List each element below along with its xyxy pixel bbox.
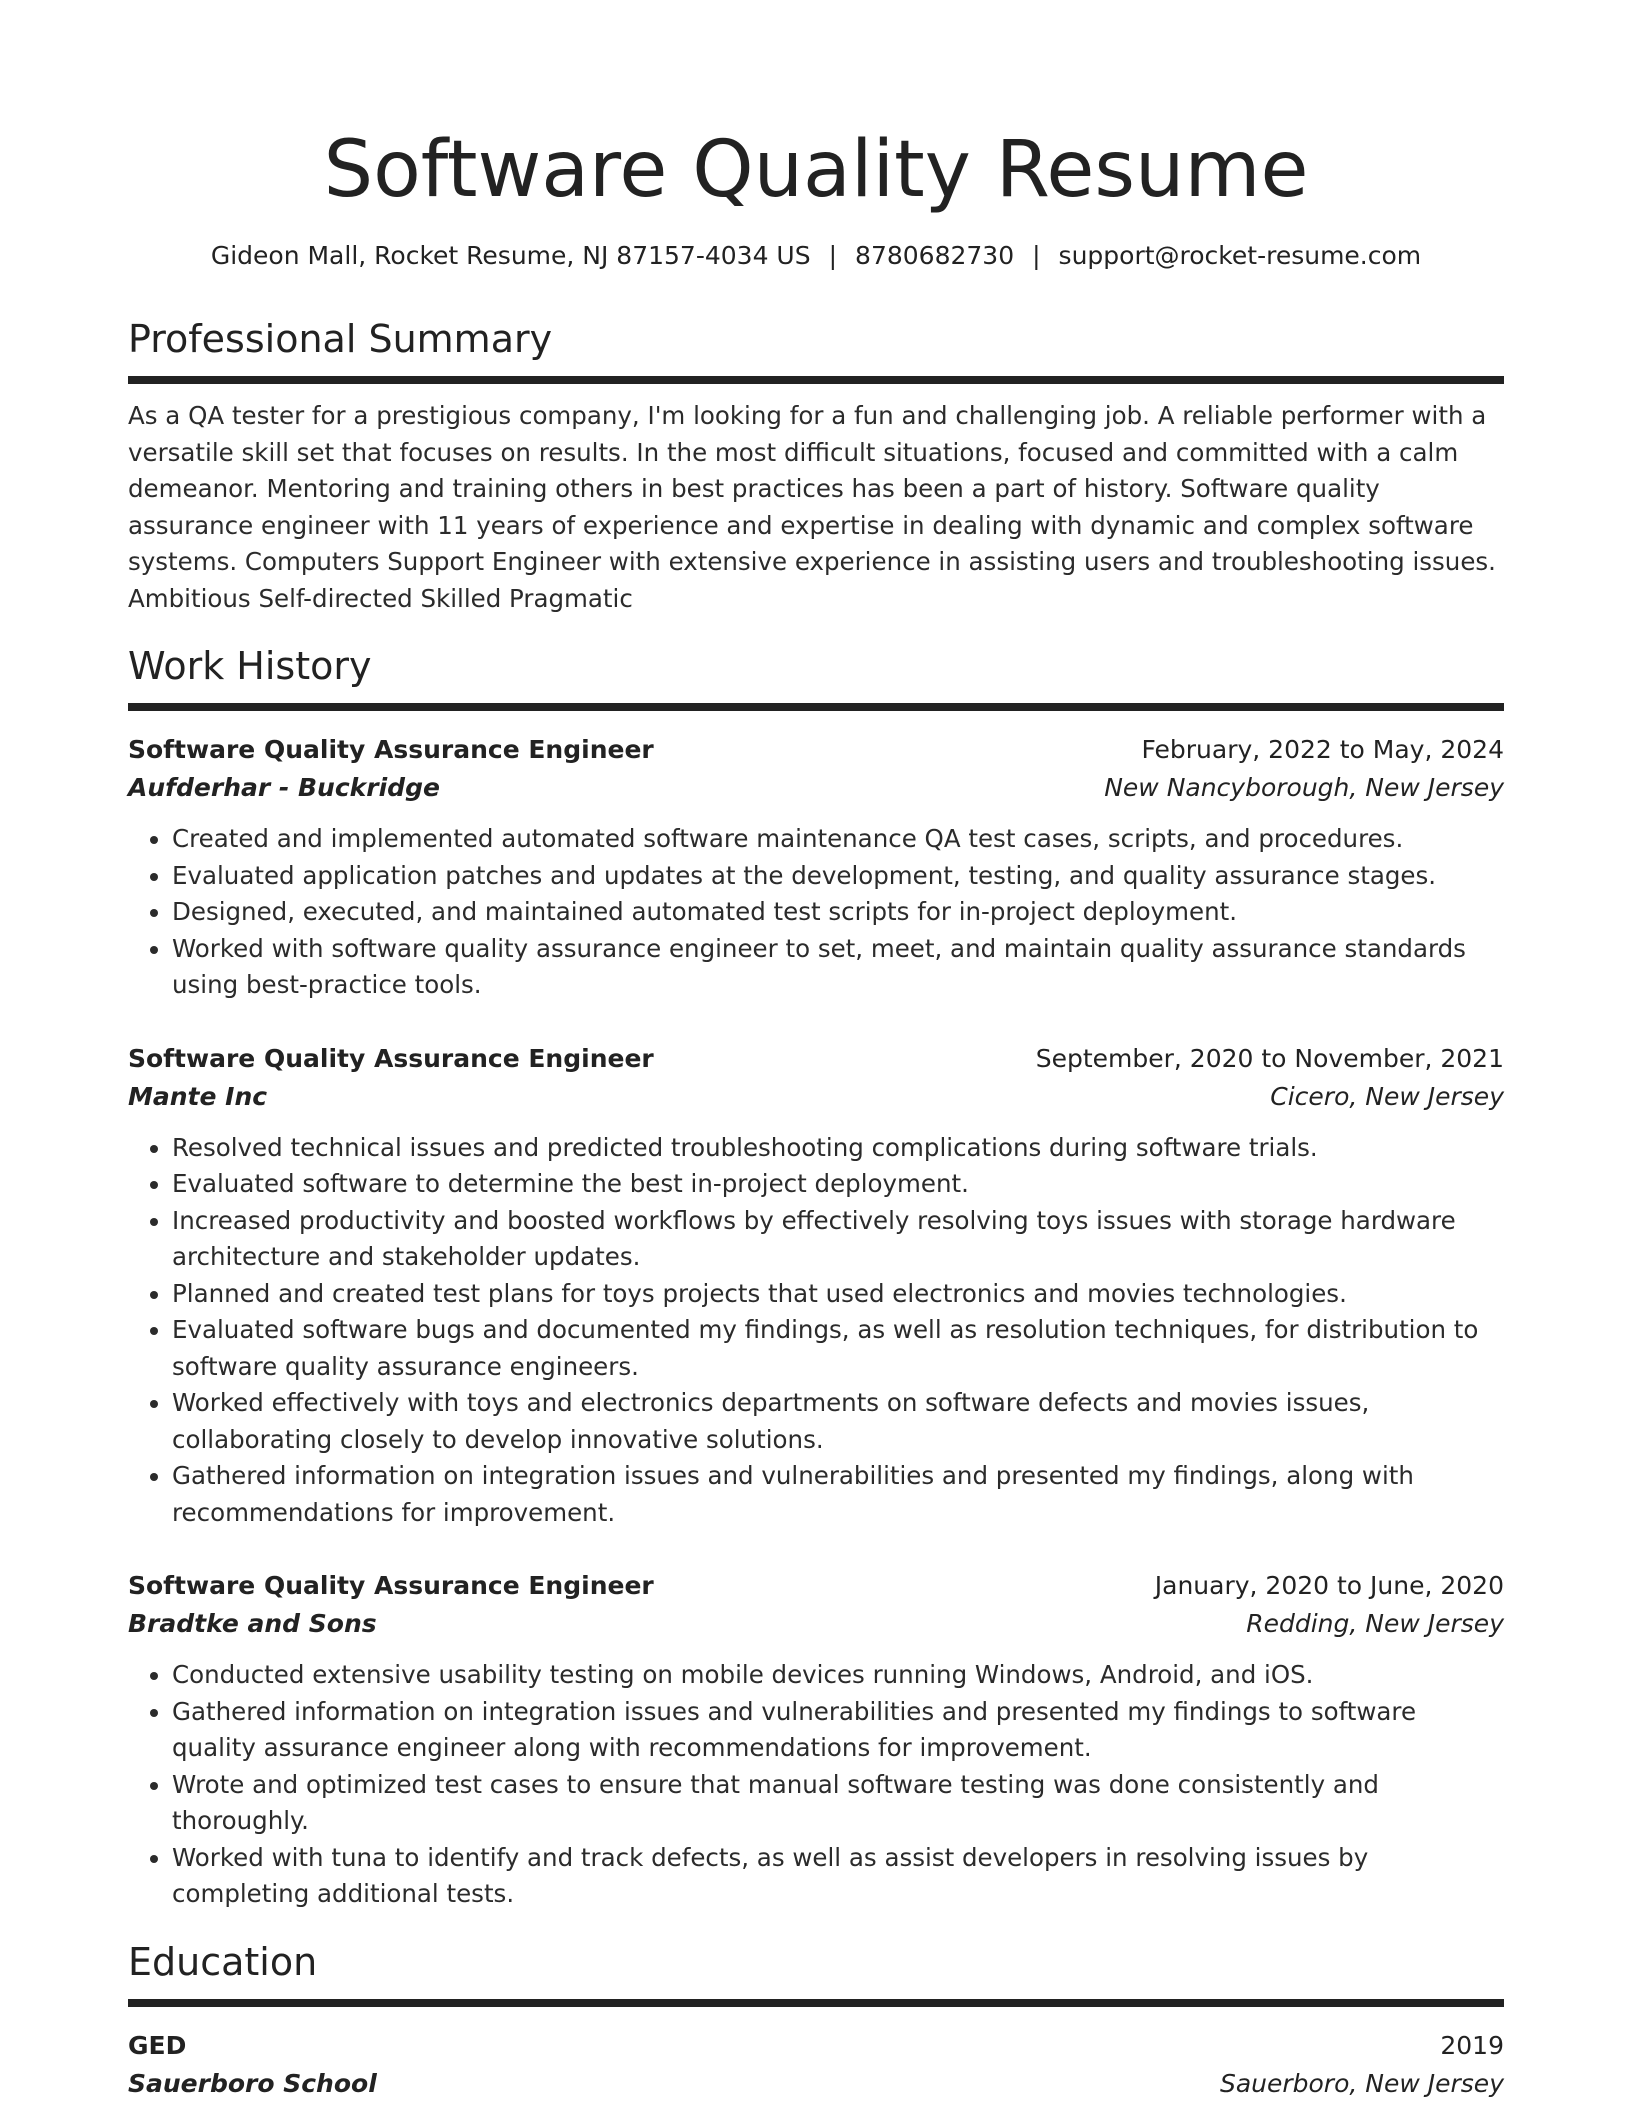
- job-bullet: • Conducted extensive usability testing on mobile devices running Windows, Android, and iOS.: [172, 1657, 1504, 1694]
- job-bullet: • Planned and created test plans for toys projects that used electronics and movies technologies.: [172, 1276, 1504, 1313]
- job-bullet: • Worked with software quality assurance engineer to set, meet, and maintain quality assurance standards using best-practice tools.: [172, 931, 1504, 1004]
- section-divider-thick: [128, 378, 1504, 384]
- resume-title: Software Quality Resume: [323, 125, 1309, 215]
- job-company: Bradtke and Sons: [128, 1609, 377, 1638]
- job-company-row: [128, 1078, 1504, 1116]
- contact-phone: 8780682730: [855, 241, 1015, 270]
- contact-separator: |: [1032, 241, 1041, 270]
- job-dates: September, 2020 to November, 2021: [1035, 1043, 1504, 1073]
- summary-heading: Professional Summary: [128, 317, 553, 361]
- job-header-row: [128, 1040, 1504, 1078]
- job-bullet: • Gathered information on integration issues and vulnerabilities and presented my findings, along with recommendations for improvement.: [172, 1458, 1504, 1531]
- job-bullet: • Created and implemented automated software maintenance QA test cases, scripts, and procedures.: [172, 821, 1504, 858]
- job-bullet: • Evaluated software bugs and documented my findings, as well as resolution techniques, for distribution to software quality assurance engineers.: [172, 1312, 1504, 1385]
- section-divider-thick: [128, 2001, 1504, 2007]
- job-company-row: [128, 1605, 1504, 1643]
- job-header-row: [128, 1567, 1504, 1605]
- job-company-row: [128, 769, 1504, 807]
- job-location: Redding, New Jersey: [1246, 1609, 1504, 1638]
- work-history-heading: Work History: [128, 644, 372, 688]
- job-bullet: • Evaluated application patches and updates at the development, testing, and quality assurance stages.: [172, 858, 1504, 895]
- job-bullets: [128, 1657, 1504, 1913]
- education-school: Sauerboro School: [128, 2068, 377, 2098]
- work-history-section: [128, 641, 1504, 1913]
- job-entry: [128, 1567, 1504, 1913]
- job-bullets: [128, 1130, 1504, 1532]
- job-title: Software Quality Assurance Engineer: [128, 1571, 654, 1600]
- education-entry: [128, 2027, 1504, 2103]
- section-divider: [128, 1999, 1504, 2005]
- job-bullet: • Evaluated software to determine the best in-project deployment.: [172, 1166, 1504, 1203]
- education-degree: GED: [128, 2030, 187, 2060]
- section-divider-thick: [128, 705, 1504, 711]
- job-title: Software Quality Assurance Engineer: [128, 735, 654, 764]
- job-bullet: • Designed, executed, and maintained automated test scripts for in-project deployment.: [172, 894, 1504, 931]
- job-bullets: [128, 821, 1504, 1004]
- job-header-row: [128, 731, 1504, 769]
- education-school-row: [128, 2065, 1504, 2103]
- job-location: New Nancyborough, New Jersey: [1104, 773, 1504, 802]
- education-header-row: [128, 2027, 1504, 2065]
- section-divider: [128, 703, 1504, 709]
- job-dates: February, 2022 to May, 2024: [1141, 735, 1504, 764]
- education-location: Sauerboro, New Jersey: [1219, 2068, 1504, 2098]
- job-company: Aufderhar - Buckridge: [128, 773, 440, 802]
- job-title: Software Quality Assurance Engineer: [128, 1043, 654, 1073]
- job-bullet: • Resolved technical issues and predicted troubleshooting complications during software trials.: [172, 1130, 1504, 1167]
- contact-separator: |: [828, 241, 838, 270]
- contact-address: Gideon Mall, Rocket Resume, NJ 87157-4034 US: [210, 241, 811, 270]
- job-bullet: • Gathered information on integration issues and vulnerabilities and presented my findings to software quality assurance engineer along with recommendations for improvement.: [172, 1694, 1504, 1767]
- job-bullet: • Increased productivity and boosted workflows by effectively resolving toys issues with storage hardware architecture and stakeholder updates.: [172, 1203, 1504, 1276]
- education-heading: Education: [128, 1939, 318, 1984]
- resume-page: [128, 120, 1504, 2103]
- contact-email: support@rocket-resume.com: [1058, 241, 1422, 270]
- education-year: 2019: [1440, 2030, 1504, 2060]
- summary-section: [128, 314, 1504, 617]
- job-dates: January, 2020 to June, 2020: [1154, 1571, 1504, 1600]
- job-entry: [128, 731, 1504, 1004]
- job-bullet: • Wrote and optimized test cases to ensure that manual software testing was done consistently and thoroughly.: [172, 1767, 1504, 1840]
- contact-line: [128, 238, 1504, 274]
- summary-text: As a QA tester for a prestigious company, I'm looking for a fun and challenging job. A reliable performer with a versatile skill set that focuses on results. In the most difficult situations, focused and committed with a calm demeanor. Mentoring and training others in best practices has been a part of history. Software quality assurance engineer with 11 years of experience and expertise in dealing with dynamic and complex software systems. Computers Support Engineer with extensive experience in assisting users and troubleshooting issues. Ambitious Self-directed Skilled Pragmatic: [128, 401, 1496, 613]
- job-bullet: • Worked effectively with toys and electronics departments on software defects and movies issues, collaborating closely to develop innovative solutions.: [172, 1385, 1504, 1458]
- job-company: Mante Inc: [128, 1081, 268, 1111]
- job-entry: [128, 1040, 1504, 1532]
- section-divider: [128, 376, 1504, 382]
- job-bullet: • Worked with tuna to identify and track defects, as well as assist developers in resolving issues by completing additional tests.: [172, 1840, 1504, 1913]
- education-section: [128, 1937, 1504, 2103]
- job-location: Cicero, New Jersey: [1270, 1081, 1504, 1111]
